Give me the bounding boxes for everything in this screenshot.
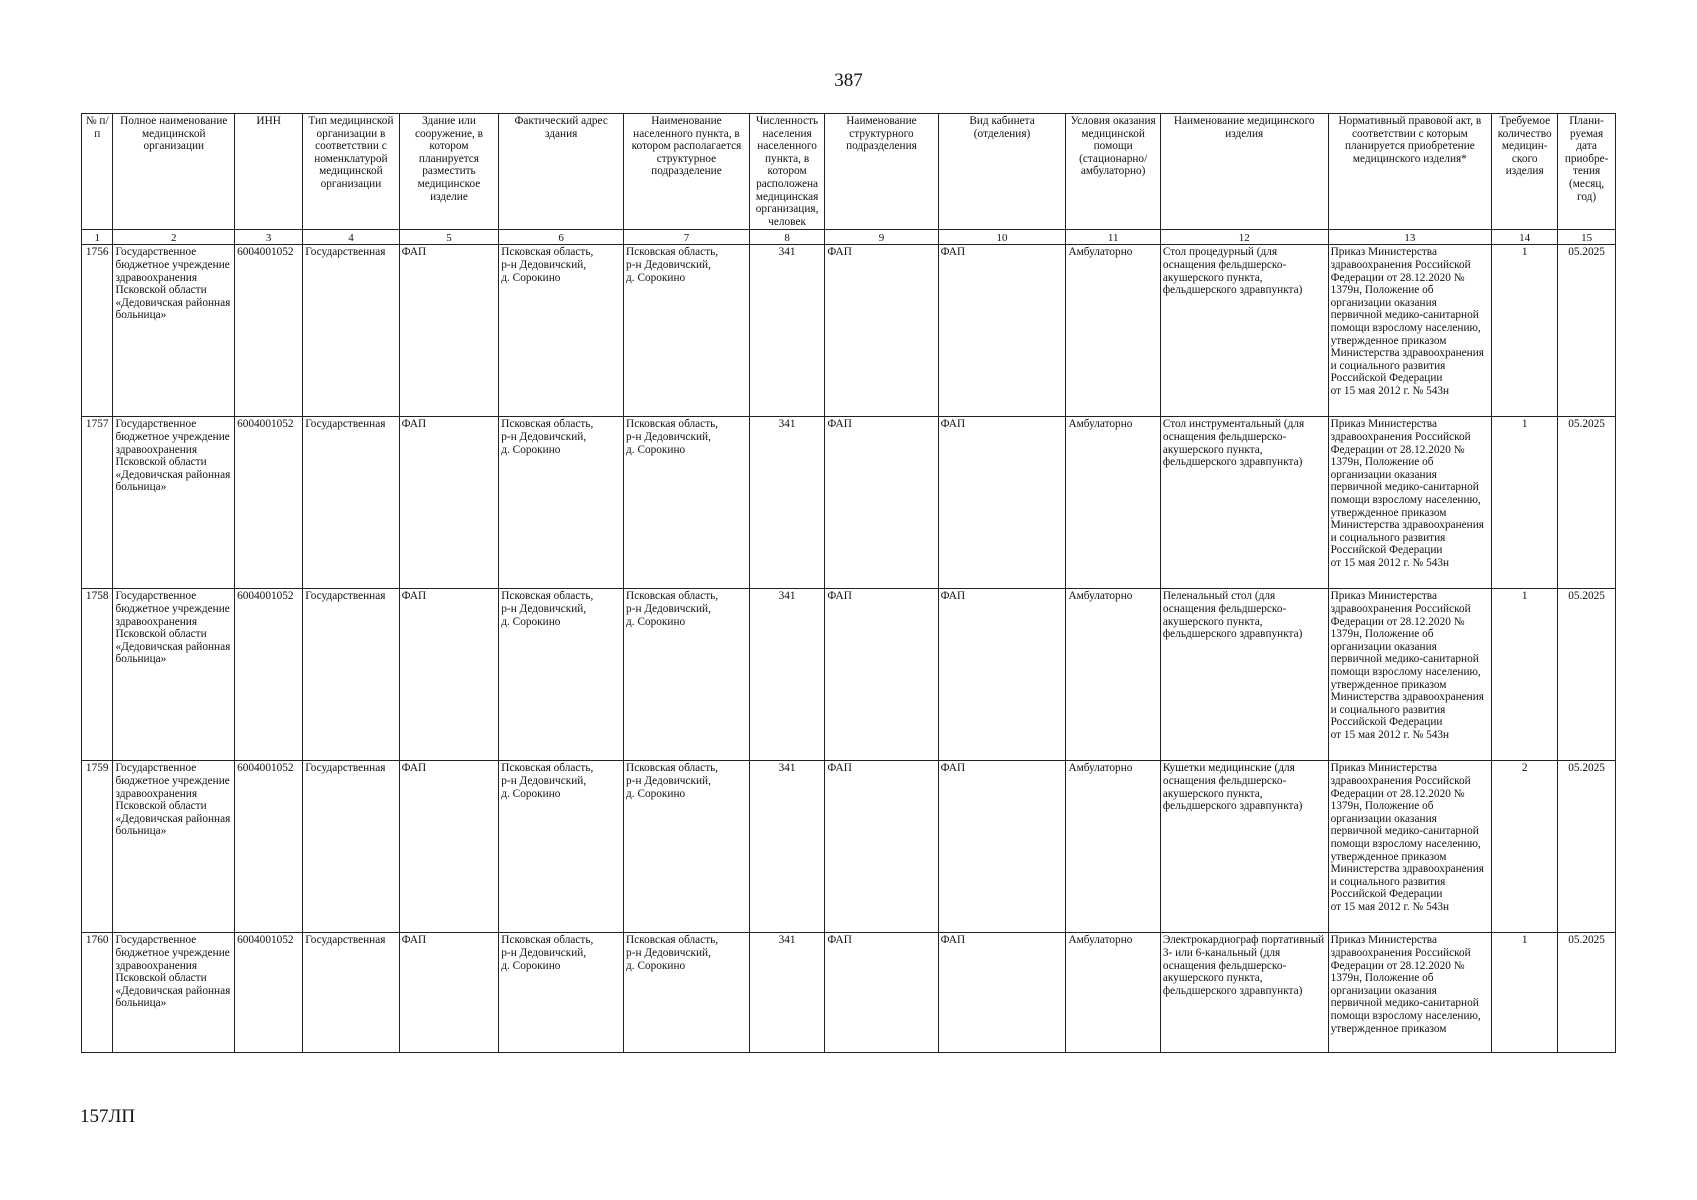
column-number: 6 bbox=[499, 230, 624, 245]
structural-unit: ФАП bbox=[825, 933, 938, 1053]
planned-date: 05.2025 bbox=[1558, 761, 1616, 933]
address: Псковская область, р-н Дедовичский, д. Сорокино bbox=[499, 417, 624, 589]
settlement: Псковская область, р-н Дедовичский, д. Сорокино bbox=[624, 589, 750, 761]
table-row bbox=[82, 761, 1616, 933]
organization-type: Государственная bbox=[303, 589, 399, 761]
column-number: 14 bbox=[1492, 230, 1558, 245]
column-number: 4 bbox=[303, 230, 399, 245]
header-cell: Здание или сооружение, в котором планируется разместить медицинское изделие bbox=[399, 114, 499, 230]
header-cell: Вид кабинета (отделения) bbox=[938, 114, 1066, 230]
column-number: 15 bbox=[1558, 230, 1616, 245]
header-cell: Наименование населенного пункта, в котором располагается структурное подразделение bbox=[624, 114, 750, 230]
legal-act: Приказ Министерства здравоохранения Российской Федерации от 28.12.2020 № 1379н, Положение об организации оказания первичной медико-санитарной помощи взрослому населению, утвержденное приказом Министерства здравоохранения и социального развития Российской Федерации от 15 мая 2012 г. № 543н bbox=[1328, 417, 1492, 589]
quantity: 1 bbox=[1492, 933, 1558, 1053]
header-cell: Требуемое количество медицин-ского изделия bbox=[1492, 114, 1558, 230]
device-name: Электрокардиограф портативный 3- или 6-канальный (для оснащения фельдшерско-акушерского пункта, фельдшерского здравпункта) bbox=[1160, 933, 1328, 1053]
column-number: 3 bbox=[235, 230, 303, 245]
organization-name: Государственное бюджетное учреждение здравоохранения Псковской области «Дедовичская районная больница» bbox=[113, 245, 235, 417]
header-cell: ИНН bbox=[235, 114, 303, 230]
population: 341 bbox=[749, 245, 824, 417]
population: 341 bbox=[749, 933, 824, 1053]
address: Псковская область, р-н Дедовичский, д. Сорокино bbox=[499, 589, 624, 761]
organization-name: Государственное бюджетное учреждение здравоохранения Псковской области «Дедовичская районная больница» bbox=[113, 933, 235, 1053]
care-conditions: Амбулаторно bbox=[1066, 245, 1160, 417]
cabinet-type: ФАП bbox=[938, 589, 1066, 761]
header-cell: Тип медицинской организации в соответствии с номенклатурой медицинской организации bbox=[303, 114, 399, 230]
device-name: Кушетки медицинские (для оснащения фельдшерско-акушерского пункта, фельдшерского здравпункта) bbox=[1160, 761, 1328, 933]
building: ФАП bbox=[399, 933, 499, 1053]
row-number: 1757 bbox=[82, 417, 113, 589]
care-conditions: Амбулаторно bbox=[1066, 761, 1160, 933]
inn: 6004001052 bbox=[235, 417, 303, 589]
page-number: 387 bbox=[834, 70, 863, 91]
column-number: 2 bbox=[113, 230, 235, 245]
care-conditions: Амбулаторно bbox=[1066, 933, 1160, 1053]
document-code: 157ЛП bbox=[80, 1106, 136, 1127]
organization-type: Государственная bbox=[303, 417, 399, 589]
structural-unit: ФАП bbox=[825, 417, 938, 589]
organization-type: Государственная bbox=[303, 761, 399, 933]
building: ФАП bbox=[399, 417, 499, 589]
header-cell: Фактический адрес здания bbox=[499, 114, 624, 230]
table-row bbox=[82, 933, 1616, 1053]
settlement: Псковская область, р-н Дедовичский, д. Сорокино bbox=[624, 245, 750, 417]
care-conditions: Амбулаторно bbox=[1066, 589, 1160, 761]
building: ФАП bbox=[399, 589, 499, 761]
column-number: 7 bbox=[624, 230, 750, 245]
settlement: Псковская область, р-н Дедовичский, д. Сорокино bbox=[624, 761, 750, 933]
header-cell: Плани-руемая дата приобре-тения (месяц, год) bbox=[1558, 114, 1616, 230]
header-cell: Нормативный правовой акт, в соответствии с которым планируется приобретение медицинского изделия* bbox=[1328, 114, 1492, 230]
structural-unit: ФАП bbox=[825, 589, 938, 761]
quantity: 1 bbox=[1492, 245, 1558, 417]
organization-name: Государственное бюджетное учреждение здравоохранения Псковской области «Дедовичская районная больница» bbox=[113, 761, 235, 933]
column-number: 11 bbox=[1066, 230, 1160, 245]
address: Псковская область, р-н Дедовичский, д. Сорокино bbox=[499, 761, 624, 933]
cabinet-type: ФАП bbox=[938, 761, 1066, 933]
cabinet-type: ФАП bbox=[938, 417, 1066, 589]
column-number-row bbox=[82, 230, 1616, 245]
inn: 6004001052 bbox=[235, 761, 303, 933]
population: 341 bbox=[749, 761, 824, 933]
column-number: 13 bbox=[1328, 230, 1492, 245]
settlement: Псковская область, р-н Дедовичский, д. Сорокино bbox=[624, 417, 750, 589]
organization-name: Государственное бюджетное учреждение здравоохранения Псковской области «Дедовичская районная больница» bbox=[113, 589, 235, 761]
row-number: 1758 bbox=[82, 589, 113, 761]
organization-type: Государственная bbox=[303, 245, 399, 417]
inn: 6004001052 bbox=[235, 933, 303, 1053]
column-number: 9 bbox=[825, 230, 938, 245]
settlement: Псковская область, р-н Дедовичский, д. Сорокино bbox=[624, 933, 750, 1053]
planned-date: 05.2025 bbox=[1558, 245, 1616, 417]
legal-act: Приказ Министерства здравоохранения Российской Федерации от 28.12.2020 № 1379н, Положение об организации оказания первичной медико-санитарной помощи взрослому населению, утвержденное приказом Министерства здравоохранения и социального развития Российской Федерации от 15 мая 2012 г. № 543н bbox=[1328, 761, 1492, 933]
device-name: Пеленальный стол (для оснащения фельдшерско-акушерского пункта, фельдшерского здравпункта) bbox=[1160, 589, 1328, 761]
row-number: 1759 bbox=[82, 761, 113, 933]
column-number: 5 bbox=[399, 230, 499, 245]
table-row bbox=[82, 417, 1616, 589]
building: ФАП bbox=[399, 245, 499, 417]
row-number: 1760 bbox=[82, 933, 113, 1053]
cabinet-type: ФАП bbox=[938, 245, 1066, 417]
building: ФАП bbox=[399, 761, 499, 933]
header-cell: Численность населения населенного пункта, в котором расположена медицинская организация, человек bbox=[749, 114, 824, 230]
column-number: 12 bbox=[1160, 230, 1328, 245]
equipment-table bbox=[81, 113, 1616, 1053]
organization-name: Государственное бюджетное учреждение здравоохранения Псковской области «Дедовичская районная больница» bbox=[113, 417, 235, 589]
legal-act: Приказ Министерства здравоохранения Российской Федерации от 28.12.2020 № 1379н, Положение об организации оказания первичной медико-санитарной помощи взрослому населению, утвержденное приказом bbox=[1328, 933, 1492, 1053]
legal-act: Приказ Министерства здравоохранения Российской Федерации от 28.12.2020 № 1379н, Положение об организации оказания первичной медико-санитарной помощи взрослому населению, утвержденное приказом Министерства здравоохранения и социального развития Российской Федерации от 15 мая 2012 г. № 543н bbox=[1328, 589, 1492, 761]
planned-date: 05.2025 bbox=[1558, 933, 1616, 1053]
header-cell: Условия оказания медицинской помощи (стационарно/ амбулаторно) bbox=[1066, 114, 1160, 230]
row-number: 1756 bbox=[82, 245, 113, 417]
planned-date: 05.2025 bbox=[1558, 417, 1616, 589]
structural-unit: ФАП bbox=[825, 245, 938, 417]
address: Псковская область, р-н Дедовичский, д. Сорокино bbox=[499, 933, 624, 1053]
header-cell: Наименование медицинского изделия bbox=[1160, 114, 1328, 230]
care-conditions: Амбулаторно bbox=[1066, 417, 1160, 589]
address: Псковская область, р-н Дедовичский, д. Сорокино bbox=[499, 245, 624, 417]
column-number: 8 bbox=[749, 230, 824, 245]
quantity: 1 bbox=[1492, 589, 1558, 761]
header-cell: Наименование структурного подразделения bbox=[825, 114, 938, 230]
column-number: 10 bbox=[938, 230, 1066, 245]
quantity: 2 bbox=[1492, 761, 1558, 933]
planned-date: 05.2025 bbox=[1558, 589, 1616, 761]
inn: 6004001052 bbox=[235, 589, 303, 761]
table-row bbox=[82, 589, 1616, 761]
header-cell: № п/п bbox=[82, 114, 113, 230]
quantity: 1 bbox=[1492, 417, 1558, 589]
column-number: 1 bbox=[82, 230, 113, 245]
legal-act: Приказ Министерства здравоохранения Российской Федерации от 28.12.2020 № 1379н, Положение об организации оказания первичной медико-санитарной помощи взрослому населению, утвержденное приказом Министерства здравоохранения и социального развития Российской Федерации от 15 мая 2012 г. № 543н bbox=[1328, 245, 1492, 417]
device-name: Стол инструментальный (для оснащения фельдшерско-акушерского пункта, фельдшерского здравпункта) bbox=[1160, 417, 1328, 589]
population: 341 bbox=[749, 589, 824, 761]
inn: 6004001052 bbox=[235, 245, 303, 417]
population: 341 bbox=[749, 417, 824, 589]
structural-unit: ФАП bbox=[825, 761, 938, 933]
organization-type: Государственная bbox=[303, 933, 399, 1053]
header-cell: Полное наименование медицинской организации bbox=[113, 114, 235, 230]
device-name: Стол процедурный (для оснащения фельдшерско-акушерского пункта, фельдшерского здравпункта) bbox=[1160, 245, 1328, 417]
cabinet-type: ФАП bbox=[938, 933, 1066, 1053]
table-row bbox=[82, 245, 1616, 417]
header-row bbox=[82, 114, 1616, 230]
